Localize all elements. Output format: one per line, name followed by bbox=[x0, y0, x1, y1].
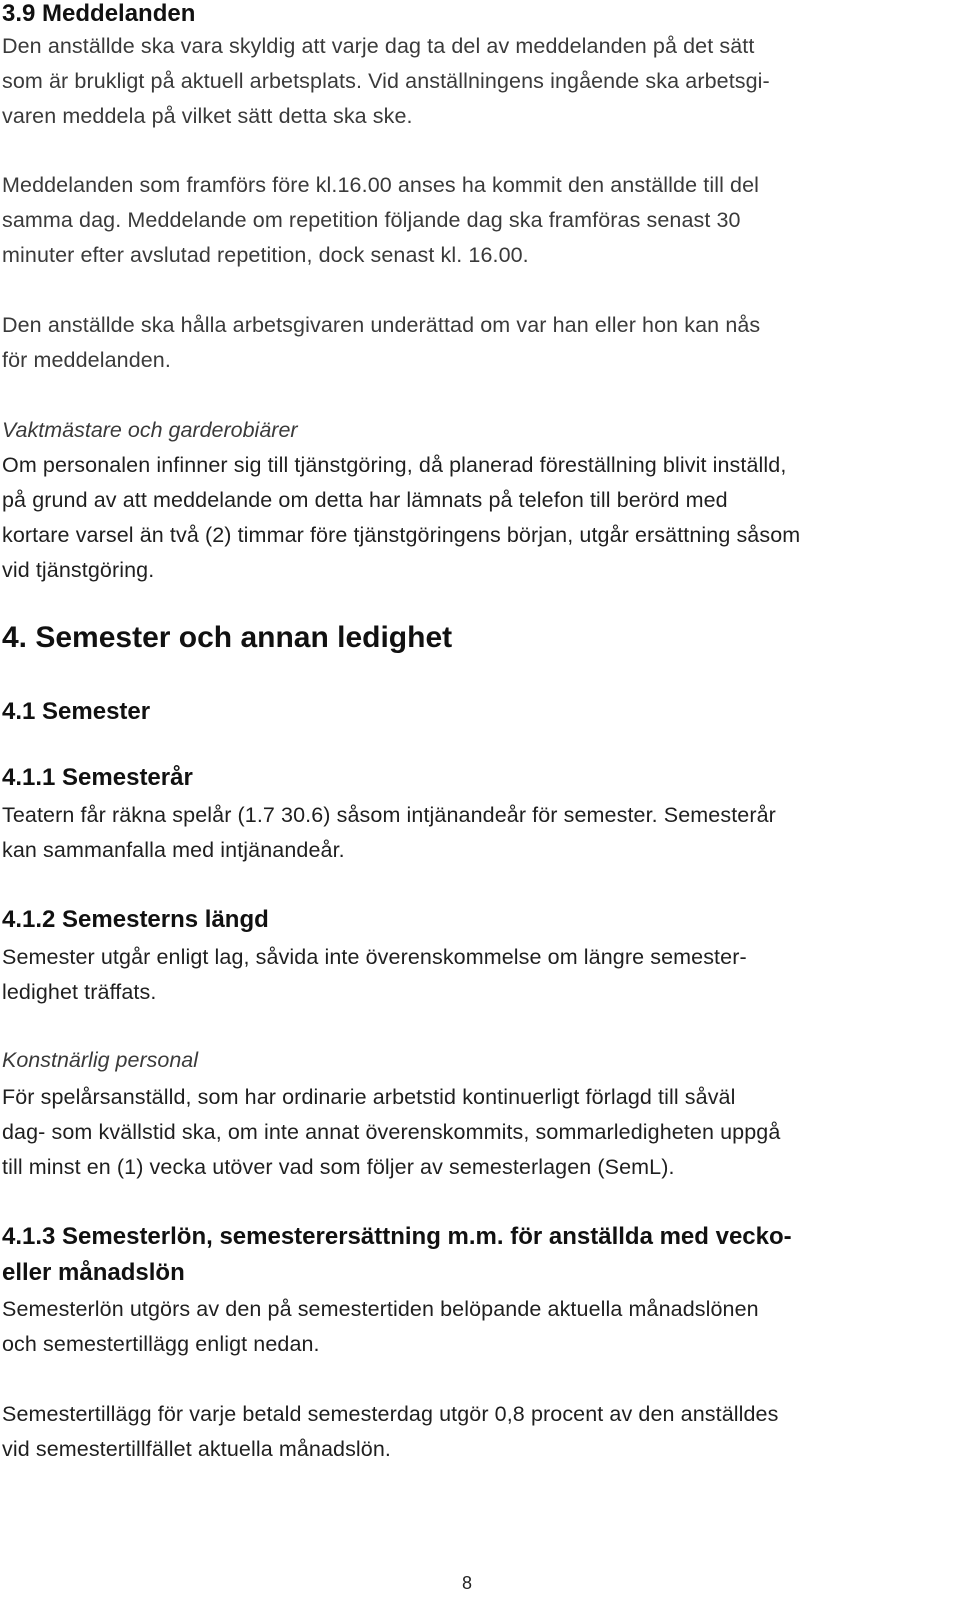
paragraph-semesterns-langd: Semester utgår enligt lag, såvida inte överenskommelse om längre semester- ledighet träffats. bbox=[2, 945, 747, 1004]
paragraph-semestertillagg: Semestertillägg för varje betald semesterdag utgör 0,8 procent av den anställdes vid semestertillfället aktuella månadslön. bbox=[2, 1402, 779, 1461]
section-heading-4-1: 4.1 Semester bbox=[2, 698, 151, 725]
subheading-vaktmastare: Vaktmästare och garderobiärer bbox=[2, 418, 298, 442]
paragraph-notices-duty: Den anställde ska vara skyldig att varje dag ta del av meddelanden på det sätt som är brukligt på aktuell arbetsplats. Vid anställningens ingående ska arbetsgi- varen meddela på vilket sätt detta ska ske. bbox=[2, 34, 770, 128]
paragraph-notices-reachability: Den anställde ska hålla arbetsgivaren underättad om var han eller hon kan nås för meddelanden. bbox=[2, 313, 761, 372]
page-number: 8 bbox=[462, 1573, 473, 1593]
section-heading-4-1-1: 4.1.1 Semesterår bbox=[2, 764, 193, 791]
chapter-heading-4: 4. Semester och annan ledighet bbox=[2, 621, 453, 654]
paragraph-vaktmastare: Om personalen infinner sig till tjänstgöring, då planerad föreställning blivit inställd, på grund av att meddelande om detta har lämnats på telefon till berörd med kortare varsel än två (2) timmar före tjänstgöringens början, utgår ersättning såsom vid tjänstgöring. bbox=[2, 453, 801, 582]
section-heading-4-1-2: 4.1.2 Semesterns längd bbox=[2, 906, 269, 933]
section-heading-3-9: 3.9 Meddelanden bbox=[2, 0, 196, 27]
paragraph-konstnarlig-personal: För spelårsanställd, som har ordinarie arbetstid kontinuerligt förlagd till såväl dag- som kvällstid ska, om inte annat överenskommits, sommarledigheten uppgå till minst en (1) vecka utöver vad som följer av semesterlagen (SemL). bbox=[2, 1085, 781, 1179]
paragraph-notices-timing: Meddelanden som framförs före kl.16.00 anses ha kommit den anställde till del samma dag. Meddelande om repetition följande dag ska framföras senast 30 minuter efter avslutad repetition, dock senast kl. 16.00. bbox=[2, 173, 760, 267]
paragraph-semesterlon: Semesterlön utgörs av den på semestertiden belöpande aktuella månadslönen och semestertillägg enligt nedan. bbox=[2, 1297, 759, 1356]
section-heading-4-1-3: 4.1.3 Semesterlön, semesterersättning m.m. för anställda med vecko- eller månadslön bbox=[2, 1223, 792, 1286]
subheading-konstnarlig-personal: Konstnärlig personal bbox=[2, 1048, 199, 1072]
paragraph-semesterar: Teatern får räkna spelår (1.7 30.6) såsom intjänandeår för semester. Semesterår kan sammanfalla med intjänandeår. bbox=[2, 803, 776, 862]
